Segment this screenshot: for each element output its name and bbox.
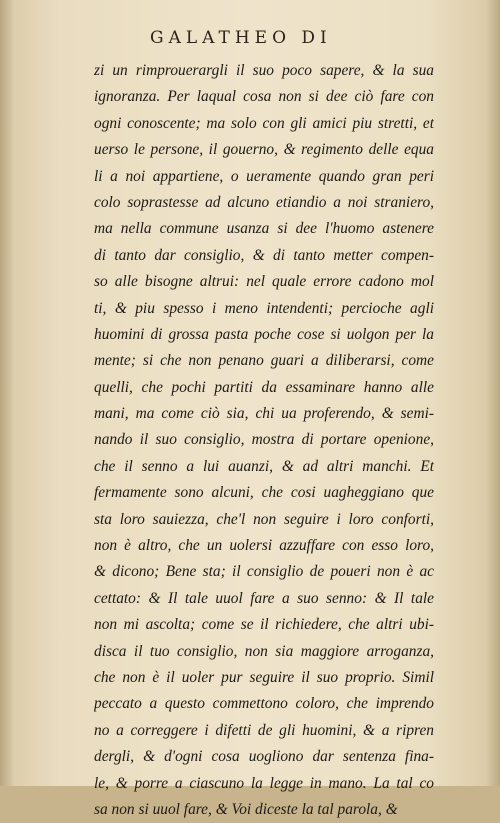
text-line: ignoranza. Per laqual cosa non si dee ciò fare con — [94, 88, 434, 106]
text-line: che il senno a lui auanzi, & ad altri manchi. Et — [94, 457, 434, 475]
text-line: quelli, che pochi partiti da essaminare hanno alle — [94, 378, 434, 396]
text-line: non mi ascolta; come se il richiedere, che altri ubi- — [94, 616, 434, 634]
page-edge-shadow — [486, 0, 500, 786]
text-line: zi un rimprouerargli il suo poco sapere, & la sua — [94, 62, 434, 79]
text-line: sta loro sauiezza, che'l non seguire i loro conforti, — [94, 510, 434, 528]
body-text — [94, 58, 434, 823]
text-line: di tanto dar consiglio, & di tanto metter compen- — [94, 246, 434, 264]
text-line: peccato a questo commettono coloro, che imprendo — [94, 695, 434, 713]
text-line: fermamente sono alcuni, che cosi uagheggiano que — [94, 484, 434, 502]
text-line: le, & porre a ciascuno la legge in mano. La tal co — [94, 774, 434, 792]
text-line: li a noi appartiene, o ueramente quando gran peri — [94, 167, 434, 185]
text-line: colo soprastesse ad alcuno etiandio a noi straniero, — [94, 193, 434, 211]
text-line: ma nella commune usanza si dee l'huomo astenere — [94, 220, 434, 238]
text-line: nando il suo consiglio, mostra di portare openione, — [94, 431, 434, 449]
running-head: GALATHEO DI — [150, 28, 332, 48]
text-line: cettato: & Il tale uuol fare a suo senno: & Il tale — [94, 589, 434, 607]
text-line: & dicono; Bene sta; il consiglio de poueri non è ac — [94, 563, 434, 581]
text-line: sa non si uuol fare, & Voi diceste la tal parola, & — [94, 800, 398, 818]
text-line: mente; si che non penano guari a diliberarsi, come — [94, 352, 434, 370]
text-line: no a correggere i difetti de gli huomini, & a ripren — [94, 721, 434, 739]
text-line: che non è il uoler pur seguire il suo proprio. Simil — [94, 668, 434, 686]
text-line: ogni conoscente; ma solo con gli amici piu stretti, et — [94, 114, 434, 132]
text-line: uerso le persone, il gouerno, & regimento delle equa — [94, 141, 434, 159]
text-line: disca il tuo consiglio, non sia maggiore arroganza, — [94, 642, 434, 660]
text-line: huomini di grossa pasta poche cose si uolgon per la — [94, 325, 434, 343]
text-line: mani, ma come ciò sia, chi ua proferendo, & semi- — [94, 405, 434, 423]
text-line: so alle bisogne altrui: nel quale errore cadono mol — [94, 273, 434, 291]
page-gutter-shadow — [0, 0, 14, 786]
text-line: ti, & piu spesso i meno intendenti; percioche agli — [94, 299, 434, 317]
text-line: dergli, & d'ogni cosa uogliono dar sentenza fina- — [94, 748, 434, 766]
text-line: non è altro, che un uolersi azzuffare con esso loro, — [94, 537, 434, 555]
